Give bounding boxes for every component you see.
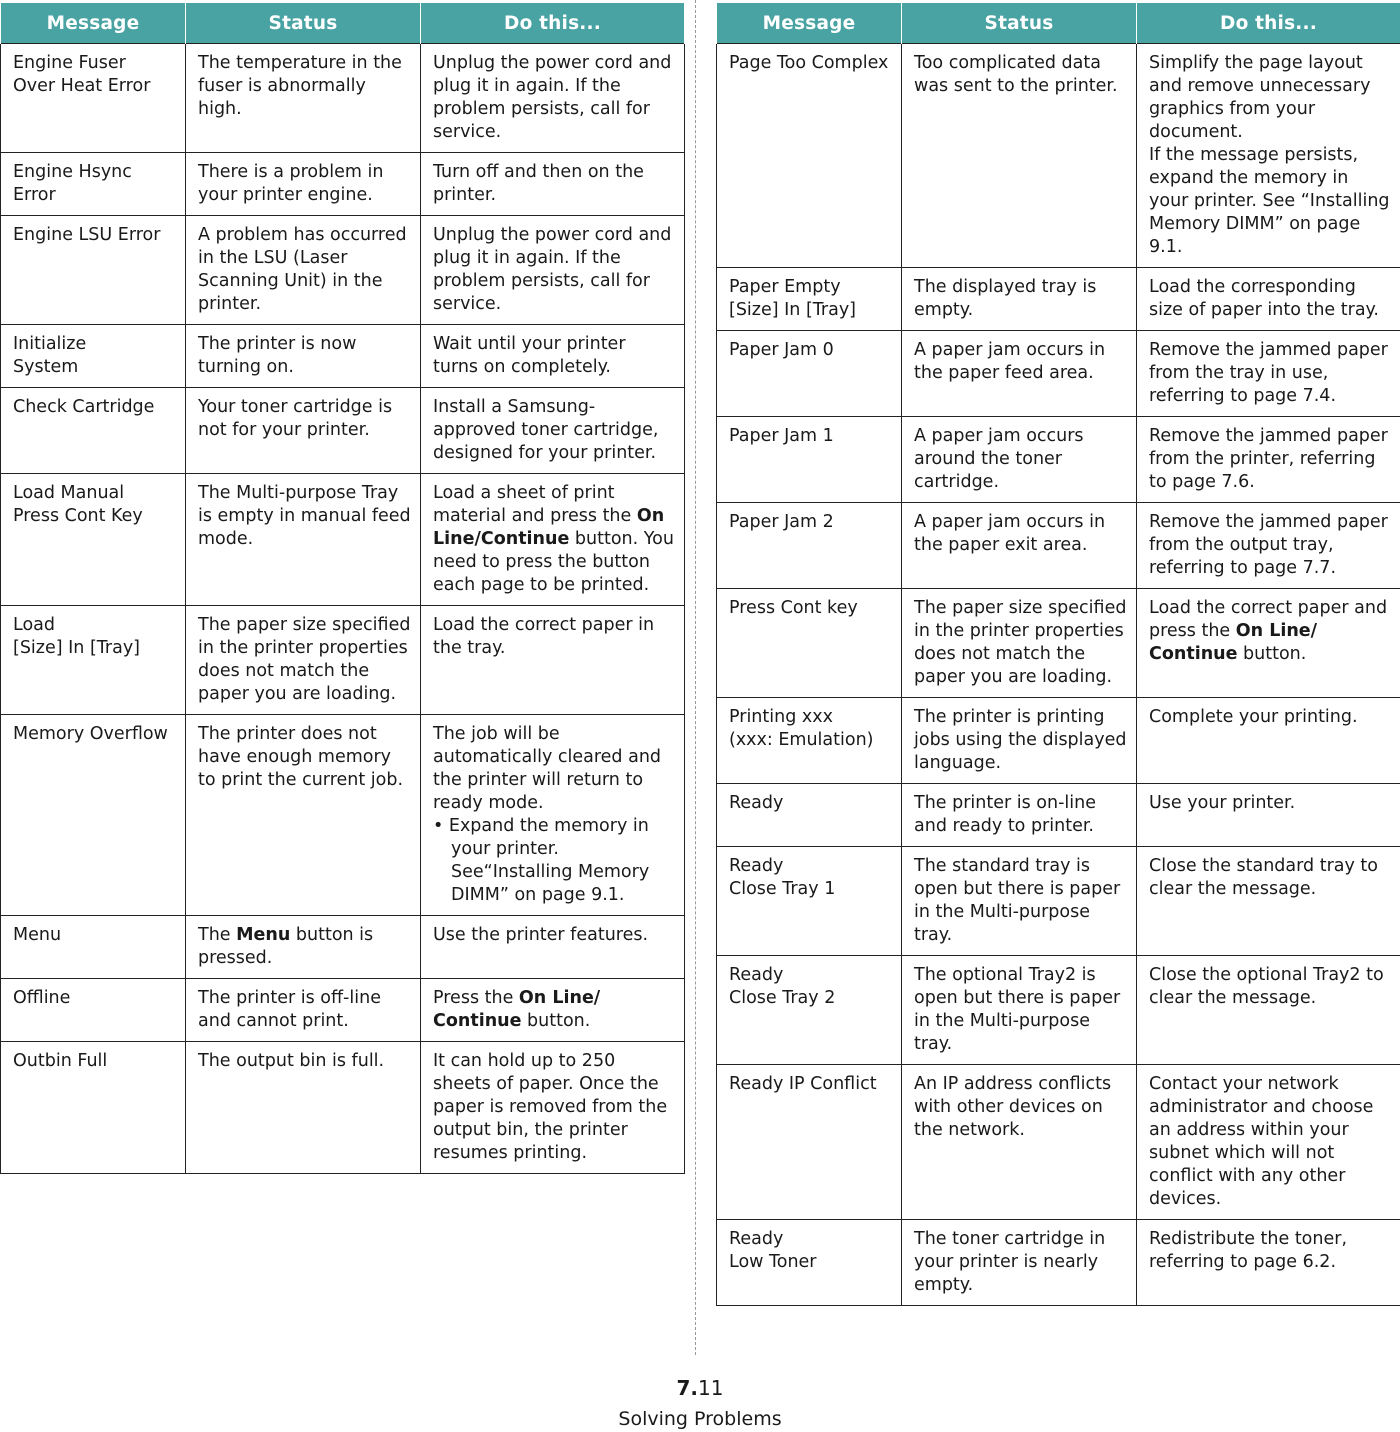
- action-cell: [1137, 956, 1400, 1065]
- message-cell: Page Too Complex: [717, 44, 902, 268]
- message-cell: Printing xxx (xxx: Emulation): [717, 698, 902, 784]
- action-cell: [1137, 698, 1400, 784]
- status-cell: The printer is on-line and ready to printer.: [902, 784, 1137, 847]
- header-message: Message: [717, 3, 902, 44]
- message-cell: Paper Empty [Size] In [Tray]: [717, 268, 902, 331]
- table-row: [1, 715, 685, 916]
- table-body: [1, 44, 685, 1174]
- action-cell: [1137, 1065, 1400, 1220]
- text-run: Complete your printing.: [1149, 707, 1358, 727]
- action-cell: [421, 44, 685, 153]
- text-run: Load the correct paper and press the: [1149, 598, 1388, 641]
- status-cell: Too complicated data was sent to the printer.: [902, 44, 1137, 268]
- text-run: The job will be automatically cleared and the printer will return to ready mode.: [433, 724, 662, 813]
- table-row: [717, 784, 1400, 847]
- message-cell: Offline: [1, 979, 186, 1042]
- status-cell: [186, 916, 421, 979]
- table-row: [717, 589, 1400, 698]
- table-row: [1, 1042, 685, 1174]
- header-status: Status: [902, 3, 1137, 44]
- text-run: Remove the jammed paper from the output tray, referring to page 7.7.: [1149, 512, 1388, 578]
- message-cell: Engine Fuser Over Heat Error: [1, 44, 186, 153]
- text-run: Unplug the power cord and plug it in again. If the problem persists, call for service.: [433, 53, 672, 142]
- text-run: Remove the jammed paper from the tray in use, referring to page 7.4.: [1149, 340, 1388, 406]
- text-run: Close the optional Tray2 to clear the message.: [1149, 965, 1384, 1008]
- status-cell: The printer does not have enough memory to print the current job.: [186, 715, 421, 916]
- bold-text: On Line/Continue: [433, 506, 665, 549]
- text-run: button. You need to press the button each page to be printed.: [433, 529, 674, 595]
- table-row: [1, 153, 685, 216]
- table-body: [717, 44, 1400, 1306]
- message-cell: Ready Close Tray 1: [717, 847, 902, 956]
- table-row: [717, 268, 1400, 331]
- message-cell: Ready Close Tray 2: [717, 956, 902, 1065]
- action-cell: [421, 979, 685, 1042]
- message-cell: Ready IP Conflict: [717, 1065, 902, 1220]
- message-cell: Initialize System: [1, 325, 186, 388]
- table-row: [717, 698, 1400, 784]
- message-cell: Ready Low Toner: [717, 1220, 902, 1306]
- page-number-value: 11: [698, 1376, 724, 1400]
- messages-table-right: [716, 3, 1400, 1306]
- action-cell: [1137, 589, 1400, 698]
- status-cell: The temperature in the fuser is abnormally high.: [186, 44, 421, 153]
- table-row: [717, 44, 1400, 268]
- action-cell: [421, 216, 685, 325]
- action-cell: [1137, 417, 1400, 503]
- table-row: [717, 956, 1400, 1065]
- status-cell: A paper jam occurs in the paper exit area.: [902, 503, 1137, 589]
- status-cell: A paper jam occurs around the toner cartridge.: [902, 417, 1137, 503]
- message-cell: Paper Jam 1: [717, 417, 902, 503]
- text-run: Load the correct paper in the tray.: [433, 615, 655, 658]
- table-row: [717, 1220, 1400, 1306]
- status-cell: The paper size specified in the printer properties does not match the paper you are loading.: [186, 606, 421, 715]
- table-row: [1, 388, 685, 474]
- status-cell: A problem has occurred in the LSU (Laser Scanning Unit) in the printer.: [186, 216, 421, 325]
- message-cell: Paper Jam 2: [717, 503, 902, 589]
- table-row: [717, 1065, 1400, 1220]
- text-run: Use the printer features.: [433, 925, 649, 945]
- action-cell: [421, 388, 685, 474]
- text-run: Unplug the power cord and plug it in again. If the problem persists, call for service.: [433, 225, 672, 314]
- status-cell: The optional Tray2 is open but there is paper in the Multi-purpose tray.: [902, 956, 1137, 1065]
- action-cell: [1137, 331, 1400, 417]
- action-cell: [421, 325, 685, 388]
- chapter-number: 7.: [676, 1376, 699, 1400]
- status-cell: The output bin is full.: [186, 1042, 421, 1174]
- status-cell: The Multi-purpose Tray is empty in manual feed mode.: [186, 474, 421, 606]
- status-cell: An IP address conflicts with other devices on the network.: [902, 1065, 1137, 1220]
- text-run: Install a Samsung-approved toner cartridge, designed for your printer.: [433, 397, 659, 463]
- action-cell: [1137, 503, 1400, 589]
- action-cell: [421, 916, 685, 979]
- table-row: [1, 216, 685, 325]
- table-header-row: [1, 3, 685, 44]
- text-run: Simplify the page layout and remove unnecessary graphics from your document. If the message persists, expand the memory in your printer. See “Installing Memory DIMM” on page 9.1.: [1149, 53, 1390, 257]
- table-row: [717, 503, 1400, 589]
- text-run: It can hold up to 250 sheets of paper. Once the paper is removed from the output bin, the printer resumes printing.: [433, 1051, 668, 1163]
- text-run: Load the corresponding size of paper into the tray.: [1149, 277, 1379, 320]
- message-cell: Press Cont key: [717, 589, 902, 698]
- message-cell: Engine Hsync Error: [1, 153, 186, 216]
- header-do-this: Do this...: [421, 3, 685, 44]
- status-cell: The standard tray is open but there is paper in the Multi-purpose tray.: [902, 847, 1137, 956]
- action-cell: [421, 474, 685, 606]
- text-run: Redistribute the toner, referring to page 6.2.: [1149, 1229, 1348, 1272]
- action-cell: [1137, 268, 1400, 331]
- text-run: Load a sheet of print material and press the: [433, 483, 637, 526]
- action-cell: [1137, 44, 1400, 268]
- message-cell: Load Manual Press Cont Key: [1, 474, 186, 606]
- table-row: [717, 847, 1400, 956]
- table-row: [717, 417, 1400, 503]
- status-cell: The printer is printing jobs using the displayed language.: [902, 698, 1137, 784]
- section-title: Solving Problems: [618, 1408, 782, 1430]
- bold-text: On Line/ Continue: [433, 988, 601, 1031]
- table-row: [1, 44, 685, 153]
- message-cell: Load [Size] In [Tray]: [1, 606, 186, 715]
- status-cell: The printer is now turning on.: [186, 325, 421, 388]
- page-number: [0, 1376, 1400, 1400]
- table-row: [1, 325, 685, 388]
- message-cell: Menu: [1, 916, 186, 979]
- status-cell: The printer is off-line and cannot print.: [186, 979, 421, 1042]
- text-run: Turn off and then on the printer.: [433, 162, 644, 205]
- text-run: button.: [1237, 644, 1307, 664]
- text-run: Close the standard tray to clear the message.: [1149, 856, 1378, 899]
- status-cell: The paper size specified in the printer properties does not match the paper you are loading.: [902, 589, 1137, 698]
- bullet-list: [433, 815, 676, 907]
- status-cell: The displayed tray is empty.: [902, 268, 1137, 331]
- action-cell: [1137, 847, 1400, 956]
- bold-text: On Line/ Continue: [1149, 621, 1318, 664]
- message-cell: Memory Overflow: [1, 715, 186, 916]
- status-cell: Your toner cartridge is not for your printer.: [186, 388, 421, 474]
- action-cell: [421, 153, 685, 216]
- action-cell: [1137, 1220, 1400, 1306]
- message-cell: Check Cartridge: [1, 388, 186, 474]
- header-message: Message: [1, 3, 186, 44]
- message-cell: Ready: [717, 784, 902, 847]
- status-cell: A paper jam occurs in the paper feed area.: [902, 331, 1137, 417]
- messages-table-left: [0, 3, 685, 1174]
- bold-text: Menu: [236, 925, 291, 945]
- message-cell: Outbin Full: [1, 1042, 186, 1174]
- status-cell: The toner cartridge in your printer is nearly empty.: [902, 1220, 1137, 1306]
- table-row: [1, 474, 685, 606]
- bullet-item: • Expand the memory in your printer. See“Installing Memory DIMM” on page 9.1.: [451, 815, 676, 907]
- message-cell: Paper Jam 0: [717, 331, 902, 417]
- text-run: Contact your network administrator and choose an address within your subnet which will not conflict with any other devices.: [1149, 1074, 1374, 1209]
- message-cell: Engine LSU Error: [1, 216, 186, 325]
- text-run: The: [198, 925, 237, 945]
- header-do-this: Do this...: [1137, 3, 1400, 44]
- action-cell: [421, 606, 685, 715]
- action-cell: [1137, 784, 1400, 847]
- table-row: [1, 606, 685, 715]
- status-cell: There is a problem in your printer engine.: [186, 153, 421, 216]
- action-cell: [421, 715, 685, 916]
- text-run: Remove the jammed paper from the printer, referring to page 7.6.: [1149, 426, 1388, 492]
- table-row: [717, 331, 1400, 417]
- table-header-row: [717, 3, 1400, 44]
- text-run: Use your printer.: [1149, 793, 1296, 813]
- action-cell: [421, 1042, 685, 1174]
- table-row: [1, 979, 685, 1042]
- text-run: Wait until your printer turns on completely.: [433, 334, 626, 377]
- text-run: button.: [521, 1011, 591, 1031]
- header-status: Status: [186, 3, 421, 44]
- text-run: button is pressed.: [198, 925, 374, 968]
- column-divider: [695, 0, 696, 1355]
- text-run: Press the: [433, 988, 519, 1008]
- table-row: [1, 916, 685, 979]
